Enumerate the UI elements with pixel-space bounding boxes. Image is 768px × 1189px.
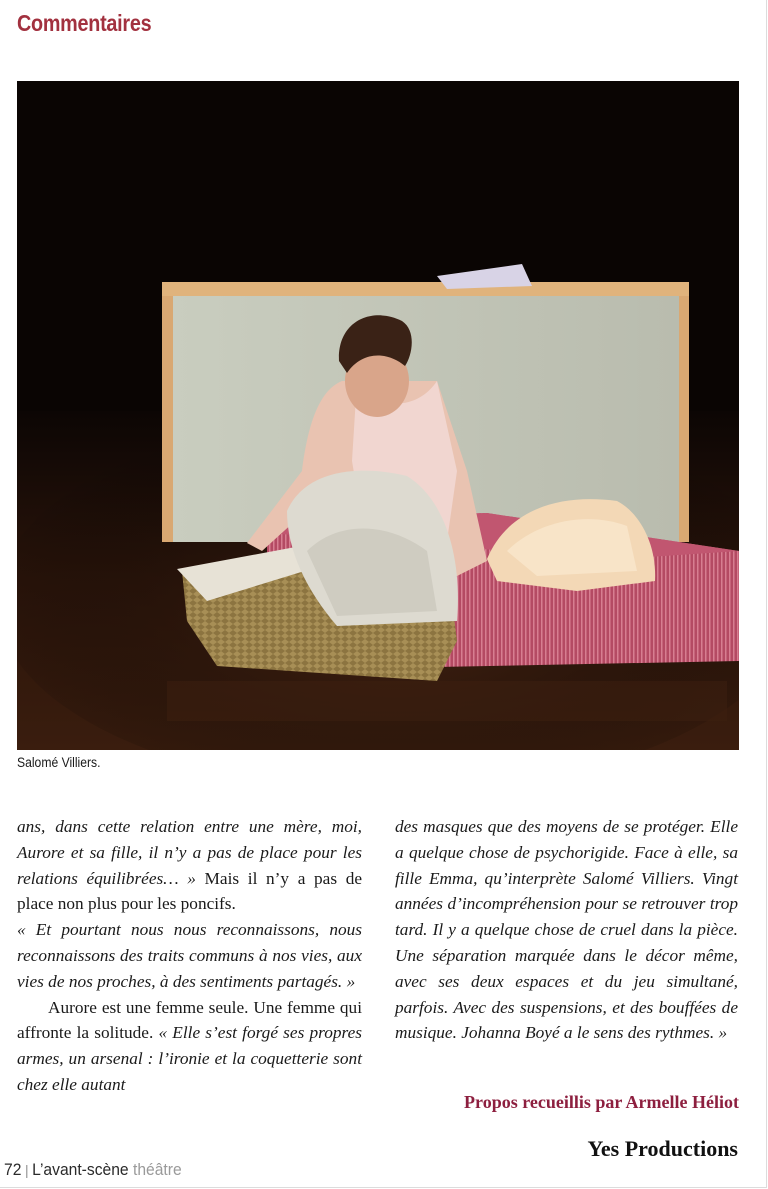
article-column-right xyxy=(395,814,738,1046)
body-text: Mais il n’y a pas de place non plus pour les poncifs. xyxy=(17,868,363,914)
quote-text: « Elle s’est forgé ses propres armes, un arsenal : l’ironie et la coquetterie sont chez elle autant xyxy=(17,1023,362,1094)
magazine-name: L’avant-scène xyxy=(32,1160,129,1179)
page-number: 72 xyxy=(4,1160,22,1179)
article-signature: Propos recueillis par Armelle Héliot xyxy=(464,1092,739,1112)
paragraph xyxy=(17,995,362,1098)
stage-photo xyxy=(17,81,739,750)
page-footer xyxy=(4,1160,182,1180)
article-column-left xyxy=(17,814,362,1098)
paragraph xyxy=(395,814,738,1046)
quote-text: ans, dans cette relation entre une mère, moi, Aurore et sa fille, il n’y a pas de place pour les relations équilibrées… » xyxy=(17,817,362,888)
quote-text: « Et pourtant nous nous reconnaissons, nous reconnaissons des traits communs à nos vies, aux vies de nos proches, à des sentiments partagés. » xyxy=(17,920,362,991)
section-title: Commentaires xyxy=(17,10,152,36)
body-text: Aurore est une femme seule. Une femme qui affronte la solitude. xyxy=(17,997,362,1043)
photo-credit: Yes Productions xyxy=(587,1136,738,1161)
footer-separator: | xyxy=(25,1162,29,1178)
photo-caption: Salomé Villiers. xyxy=(17,755,101,770)
paragraph xyxy=(17,814,362,917)
magazine-suffix: théâtre xyxy=(132,1160,182,1179)
paragraph xyxy=(17,917,362,994)
quote-text: des masques que des moyens de se protéger. Elle a quelque chose de psychorigide. Face à elle, sa fille Emma, qu’interprète Salomé Villiers. Vingt années d’incompréhension pour se retrouver trop tard. Il y a quelque chose de cruel dans la pièce. Une séparation marquée dans le décor même, avec ses deux espaces et du jeu simultané, parfois. Avec des suspensions, et des bouffées de musique. Johanna Boyé a le sens des rythmes. » xyxy=(395,817,738,1043)
